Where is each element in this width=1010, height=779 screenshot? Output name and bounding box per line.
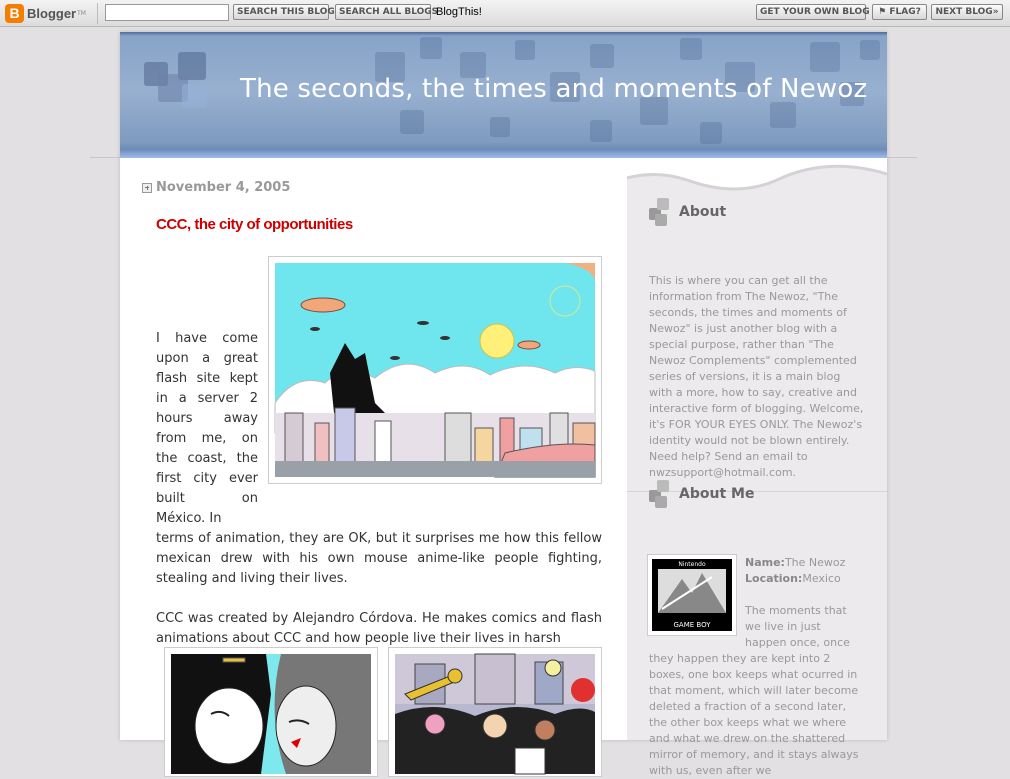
post-paragraph-1b: terms of animation, they are OK, but it surprises me how this fellow mexican drew with his own mouse anime-like people fighting, stealing and living their lives. (156, 531, 602, 586)
city-illustration-art (275, 263, 595, 477)
profile-location (745, 571, 875, 587)
about-title-text: About (679, 204, 727, 220)
about-me-widget-title (649, 478, 754, 510)
gameboy-bottom-text: GAME BOY (673, 621, 711, 629)
blogger-tm: TM (77, 10, 86, 17)
post-paragraph-2: CCC was created by Alejandro Córdova. He makes comics and flash animations about CCC and how people live their lives in harsh (156, 611, 602, 646)
plus-icon (142, 183, 152, 193)
crowd-illustration-art (395, 654, 595, 774)
sidebar (627, 158, 887, 777)
get-your-own-blog-button[interactable]: GET YOUR OWN BLOG (756, 4, 866, 20)
name-value[interactable]: The Newoz (784, 556, 846, 569)
crowd-illustration (395, 654, 595, 770)
name-label: Name: (745, 556, 785, 569)
widget-squares-icon (649, 478, 673, 510)
gameboy-avatar-art (652, 559, 732, 631)
gameboy-top-text: Nintendo (678, 561, 706, 568)
header-decor (515, 40, 535, 60)
flag-button[interactable] (872, 4, 927, 20)
header-decor (700, 122, 722, 144)
header-decor (810, 42, 840, 72)
header-decor (590, 120, 612, 142)
sidebar-wave (627, 158, 887, 198)
header-decor (860, 40, 880, 60)
search-input[interactable] (105, 4, 229, 21)
header-decor (490, 117, 510, 137)
header-decor (400, 110, 424, 134)
header-bar (120, 150, 887, 158)
date-header (142, 180, 290, 195)
header-decor (680, 38, 702, 60)
about-me-title-text: About Me (679, 486, 755, 502)
header-rule-right (887, 157, 917, 158)
blog-title[interactable]: The seconds, the times and moments of Newoz (240, 74, 868, 104)
about-widget-title (649, 196, 726, 228)
profile-text-bottom: they happen they are kept into 2 boxes, one box keeps what ocurred in that moment, which will later become deleted a fraction of a second later, the other box keeps what we where and what we drew on the shattered mirror of memory, and it stays always with us, even after we (649, 652, 859, 777)
profile-name (745, 555, 875, 571)
widget-squares-icon (649, 196, 673, 228)
blogger-logo-text: Blogger (27, 6, 77, 21)
couple-illustration-art (171, 654, 371, 774)
blogger-logo[interactable] (5, 4, 86, 23)
about-description: This is where you can get all the information from The Newoz, "The seconds, the times and moments of Newoz" is just another blog with a special purpose, rather than "The Newoz Complements" complemented series of versions, it is a main blog with a more, how to say, creative and interactive form of blogging. Welcome, it's FOR YOUR EYES ONLY. The Newoz's identity would not be blown entirely. Need help? Send an email to nwzsupport@hotmail.com. (649, 274, 864, 479)
profile-text-top: The moments that we live in just happen once, once (745, 604, 850, 649)
search-all-blogs-button[interactable]: SEARCH ALL BLOGS (335, 4, 431, 20)
blogthis-link[interactable]: BlogThis! (436, 6, 482, 18)
header-decor (590, 44, 614, 68)
header-decor (420, 37, 442, 59)
couple-image[interactable] (164, 647, 378, 777)
location-value: Mexico (802, 572, 841, 585)
location-label: Location: (745, 572, 803, 585)
navbar-divider (97, 3, 98, 24)
blog-header (120, 32, 887, 150)
header-decor (770, 102, 796, 128)
post-paragraph-1a: I have come upon a great flash site kept in a server 2 hours away from me, on the coast, the first city ever built on México. In (156, 331, 258, 526)
blogger-navbar (0, 0, 1010, 27)
post-title[interactable]: CCC, the city of opportunities (156, 216, 353, 233)
flag-icon: ⚑ (878, 7, 890, 17)
next-blog-button[interactable]: NEXT BLOG» (931, 4, 1003, 20)
blog-page (120, 32, 887, 777)
header-logo-icon (142, 52, 212, 112)
city-illustration (275, 263, 595, 477)
couple-illustration (171, 654, 371, 770)
blogger-b-icon: B (5, 4, 24, 23)
crowd-image[interactable] (388, 647, 602, 777)
header-rule-left (90, 157, 120, 158)
profile-avatar[interactable] (647, 554, 737, 636)
city-image[interactable] (268, 256, 602, 484)
main-column (120, 158, 627, 740)
flag-label: FLAG? (889, 7, 921, 17)
search-this-blog-button[interactable]: SEARCH THIS BLOG (233, 4, 329, 20)
post-date: November 4, 2005 (156, 180, 291, 195)
